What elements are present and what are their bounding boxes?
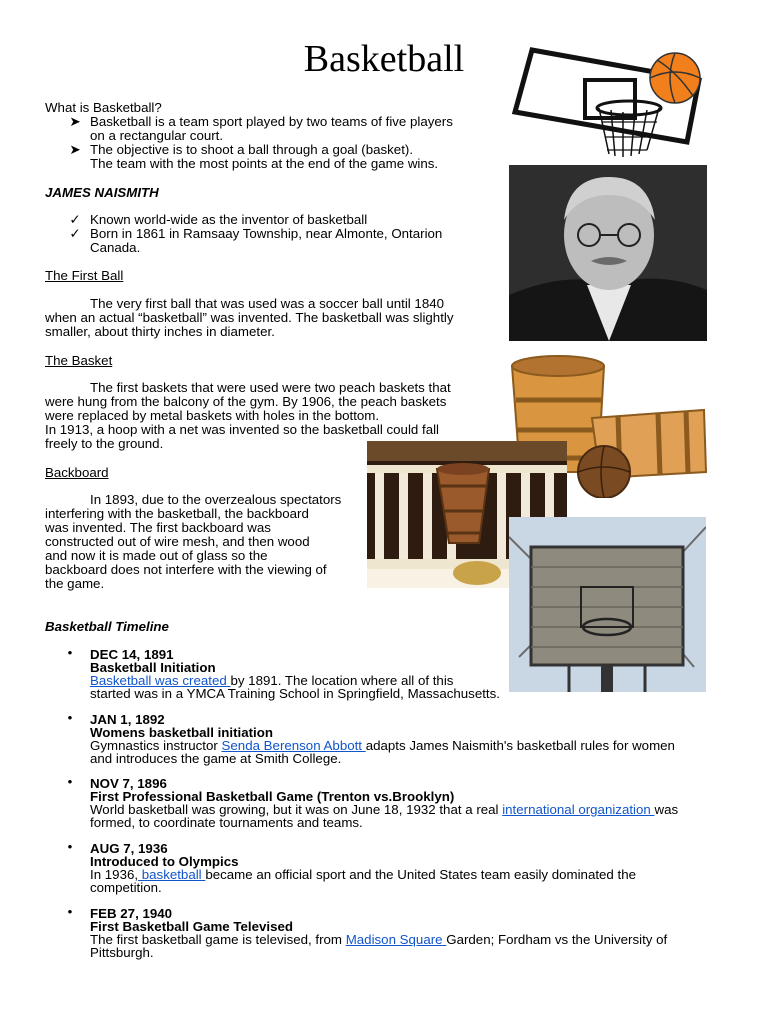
timeline-text-before: World basketball was growing, but it was on June 18, 1932 that a real [90,802,503,817]
basket-line-4: In 1913, a hoop with a net was invented so the basketball could fall [45,422,439,437]
old-backboard-photo [509,517,706,692]
dot-bullet-icon: • [67,645,73,660]
what-heading: What is Basketball? [45,100,162,115]
backboard-line-6: backboard does not interfere with the viewing of [45,562,327,577]
dot-bullet-icon: • [67,774,73,789]
timeline-date: FEB 27, 1940 [90,906,173,921]
timeline-text-after: was [654,802,679,817]
timeline-date: NOV 7, 1896 [90,776,167,791]
first-ball-line-2: when an actual “basketball” was invented. The basketball was slightly [45,310,454,325]
timeline-text-before: The first basketball game is televised, from [90,932,346,947]
timeline-text-after: adapts James Naismith's basketball rules for women [365,738,675,753]
page-title: Basketball [303,38,465,80]
timeline-text-line-2: started was in a YMCA Training School in Springfield, Massachusetts. [90,686,500,701]
timeline-text-after: by 1891. The location where all of this [230,673,454,688]
international-organization-link[interactable]: international organization [502,802,655,817]
timeline-text-after: Garden; Fordham vs the University of [446,932,668,947]
basketball-was-created-link[interactable]: Basketball was created [90,673,231,688]
timeline-date: JAN 1, 1892 [90,712,165,727]
timeline-title: Introduced to Olympics [90,854,239,869]
timeline-text [90,868,636,882]
timeline-heading: Basketball Timeline [45,619,169,634]
first-ball-line-1: The very first ball that was used was a soccer ball until 1840 [90,296,445,311]
timeline-text-line-2: competition. [90,880,162,895]
timeline-text-line-2: and introduces the game at Smith College. [90,751,342,766]
what-bullet-2-line-2: The team with the most points at the end of the game wins. [90,156,439,171]
naismith-item-2-line-2: Canada. [90,240,141,255]
backboard-line-5: and now it is made out of glass so the [45,548,268,563]
timeline-text-before: In 1936, [90,867,139,882]
basket-line-5: freely to the ground. [45,436,164,451]
check-bullet-icon: ✓ [69,226,81,241]
timeline-text-line-2: formed, to coordinate tournaments and teams. [90,815,363,830]
james-naismith-photo [509,165,707,341]
timeline-title: First Professional Basketball Game (Trenton vs.Brooklyn) [90,789,455,804]
dot-bullet-icon: • [67,839,73,854]
basket-line-2: were hung from the balcony of the gym. By 1906, the peach baskets [45,394,447,409]
naismith-heading: JAMES NAISMITH [45,185,159,200]
dot-bullet-icon: • [67,904,73,919]
timeline-text [90,933,667,947]
what-bullet-1-line-2: on a rectangular court. [90,128,224,143]
backboard-line-1: In 1893, due to the overzealous spectators [90,492,342,507]
backboard-heading: Backboard [45,465,109,480]
dot-bullet-icon: • [67,710,73,725]
arrow-bullet-icon: ➤ [69,142,81,157]
timeline-date: AUG 7, 1936 [90,841,168,856]
senda-berenson-abbott-link[interactable]: Senda Berenson Abbott [221,738,366,753]
backboard-line-4: constructed out of wire mesh, and then wood [45,534,310,549]
backboard-line-7: the game. [45,576,105,591]
basket-line-1: The first baskets that were used were two peach baskets that [90,380,451,395]
madison-square-link[interactable]: Madison Square [345,932,447,947]
timeline-date: DEC 14, 1891 [90,647,174,662]
naismith-item-1: Known world-wide as the inventor of basketball [90,212,368,227]
timeline-text-after: became an official sport and the United States team easily dominated the [205,867,637,882]
timeline-title: Womens basketball initiation [90,725,273,740]
arrow-bullet-icon: ➤ [69,114,81,129]
hoop-clipart-image [507,42,707,162]
basket-line-3: were replaced by metal baskets with holes in the bottom. [45,408,380,423]
what-bullet-2-line-1: The objective is to shoot a ball through a goal (basket). [90,142,414,157]
first-ball-heading: The First Ball [45,268,124,283]
timeline-text-before: Gymnastics instructor [90,738,222,753]
basketball-link[interactable]: basketball [138,867,206,882]
what-bullet-1-line-1: Basketball is a team sport played by two teams of five players [90,114,453,129]
naismith-item-2-line-1: Born in 1861 in Ramsaay Township, near Almonte, Ontarion [90,226,443,241]
check-bullet-icon: ✓ [69,212,81,227]
first-ball-line-3: smaller, about thirty inches in diameter. [45,324,275,339]
timeline-text-line-2: Pittsburgh. [90,945,154,960]
timeline-title: First Basketball Game Televised [90,919,293,934]
backboard-line-3: was invented. The first backboard was [45,520,271,535]
timeline-title: Basketball Initiation [90,660,216,675]
basket-heading: The Basket [45,353,113,368]
backboard-line-2: interfering with the basketball, the backboard [45,506,309,521]
